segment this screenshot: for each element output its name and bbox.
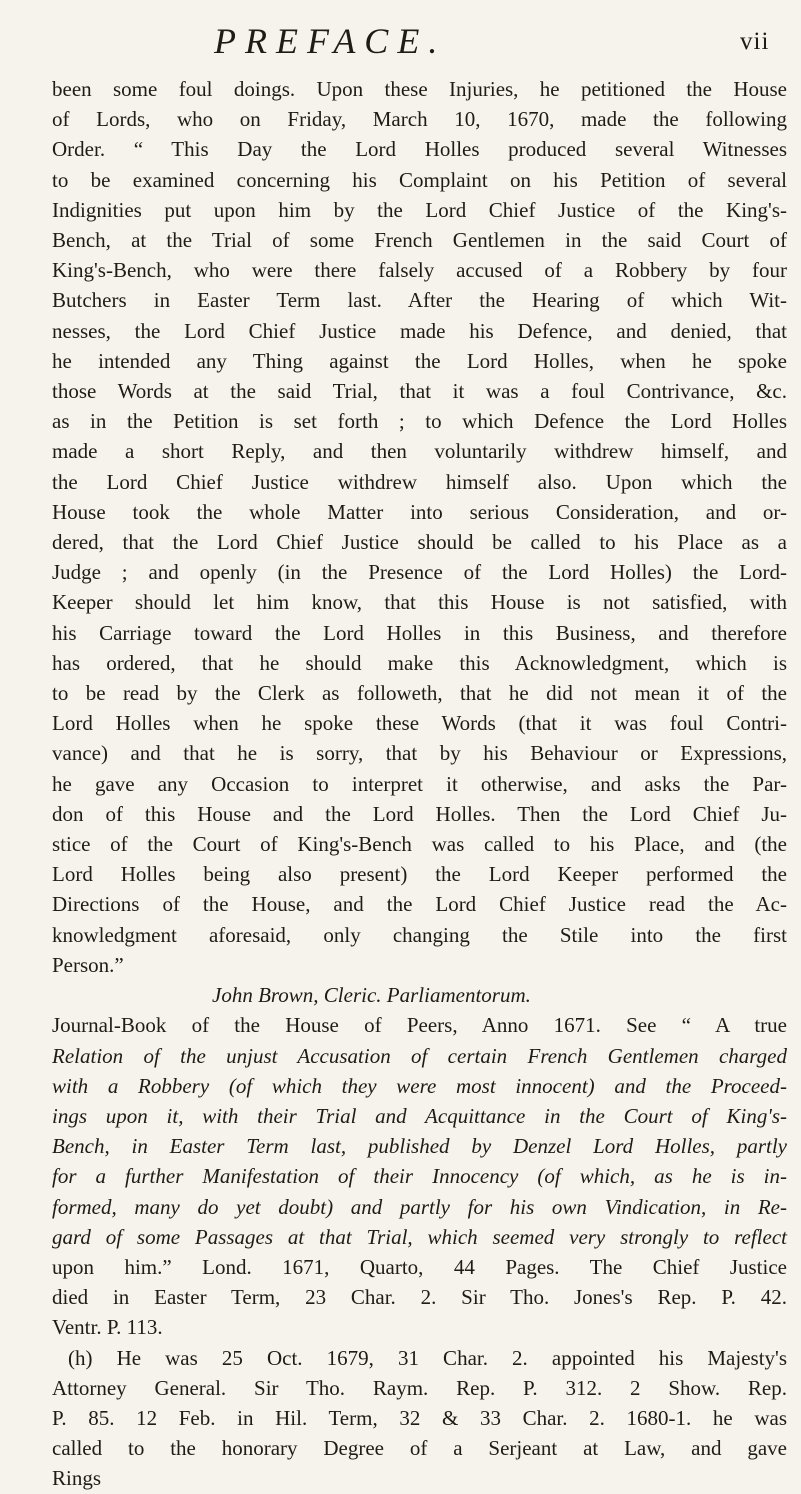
text-line: he gave any Occasion to interpret it otherwise, and asks the Par-	[52, 771, 787, 796]
footnote-line: (h) He was 25 Oct. 1679, 31 Char. 2. appointed his Majesty's	[68, 1345, 787, 1370]
text-line: has ordered, that he should make this Acknowledgment, which is	[52, 650, 787, 675]
text-line: P. 85. 12 Feb. in Hil. Term, 32 & 33 Char. 2. 1680-1. he was	[52, 1405, 787, 1430]
text-line: gard of some Passages at that Trial, which seemed very strongly to reflect	[52, 1224, 787, 1249]
text-line: formed, many do yet doubt) and partly for his own Vindication, in Re-	[52, 1194, 787, 1219]
text-line: for a further Manifestation of their Innocency (of which, as he is in-	[52, 1164, 787, 1189]
text-line: Order. “ This Day the Lord Holles produced several Witnesses	[52, 137, 787, 162]
text-line: made a short Reply, and then voluntarily withdrew himself, and	[52, 439, 787, 464]
text-line: the Lord Chief Justice withdrew himself also. Upon which the	[52, 469, 787, 494]
text-line: dered, that the Lord Chief Justice should be called to his Place as a	[52, 530, 787, 555]
text-line: died in Easter Term, 23 Char. 2. Sir Tho. Jones's Rep. P. 42.	[52, 1285, 787, 1310]
text-line: called to the honorary Degree of a Serjeant at Law, and gave	[52, 1436, 787, 1461]
text-line: stice of the Court of King's-Bench was called to his Place, and (the	[52, 832, 787, 857]
text-line: Judge ; and openly (in the Presence of the Lord Holles) the Lord-	[52, 560, 787, 585]
text-line: knowledgment aforesaid, only changing the Stile into the first	[52, 922, 787, 947]
text-line: Lord Holles when he spoke these Words (that it was foul Contri-	[52, 711, 787, 736]
text-line: Ventr. P. 113.	[52, 1315, 163, 1340]
text-line: Directions of the House, and the Lord Chief Justice read the Ac-	[52, 892, 787, 917]
text-line: King's-Bench, who were there falsely accused of a Robbery by four	[52, 258, 787, 283]
text-line: those Words at the said Trial, that it was a foul Contrivance, &c.	[52, 379, 787, 404]
text-line: vance) and that he is sorry, that by his Behaviour or Expressions,	[52, 741, 787, 766]
catchword: Rings	[52, 1466, 102, 1491]
text-line: Butchers in Easter Term last. After the Hearing of which Wit-	[52, 288, 787, 313]
text-line: nesses, the Lord Chief Justice made his Defence, and denied, that	[52, 318, 787, 343]
text-line: to be examined concerning his Complaint on his Petition of several	[52, 167, 787, 192]
running-header	[0, 14, 801, 74]
text-line: his Carriage toward the Lord Holles in this Business, and therefore	[52, 620, 787, 645]
page-number: vii	[740, 28, 770, 55]
text-line: Indignities put upon him by the Lord Chief Justice of the King's-	[52, 197, 787, 222]
text-line: don of this House and the Lord Holles. Then the Lord Chief Ju-	[52, 801, 787, 826]
text-line: with a Robbery (of which they were most innocent) and the Proceed-	[52, 1073, 787, 1098]
text-line: upon him.” Lond. 1671, Quarto, 44 Pages. The Chief Justice	[52, 1254, 787, 1279]
text-line: of Lords, who on Friday, March 10, 1670, made the following	[52, 107, 787, 132]
running-title: PREFACE.	[214, 21, 447, 61]
text-line: Attorney General. Sir Tho. Raym. Rep. P. 312. 2 Show. Rep.	[52, 1375, 787, 1400]
text-line: Bench, in Easter Term last, published by Denzel Lord Holles, partly	[52, 1134, 787, 1159]
text-line: Bench, at the Trial of some French Gentlemen in the said Court of	[52, 228, 787, 253]
text-line: to be read by the Clerk as followeth, that he did not mean it of the	[52, 681, 787, 706]
text-line: been some foul doings. Upon these Injuries, he petitioned the House	[52, 77, 787, 101]
signature-line: John Brown, Cleric. Parliamentorum.	[212, 983, 531, 1008]
text-line: Keeper should let him know, that this House is not satisfied, with	[52, 590, 787, 615]
text-line: he intended any Thing against the Lord Holles, when he spoke	[52, 348, 787, 373]
text-line: House took the whole Matter into serious Consideration, and or-	[52, 499, 787, 524]
text-line: Journal-Book of the House of Peers, Anno 1671. See “ A true	[52, 1013, 787, 1038]
text-line: Person.”	[52, 952, 124, 977]
text-line: Relation of the unjust Accusation of certain French Gentlemen charged	[52, 1043, 787, 1068]
text-line: as in the Petition is set forth ; to which Defence the Lord Holles	[52, 409, 787, 434]
text-line: ings upon it, with their Trial and Acquittance in the Court of King's-	[52, 1103, 787, 1128]
text-line: Lord Holles being also present) the Lord Keeper performed the	[52, 862, 787, 887]
body-text	[52, 74, 787, 1494]
